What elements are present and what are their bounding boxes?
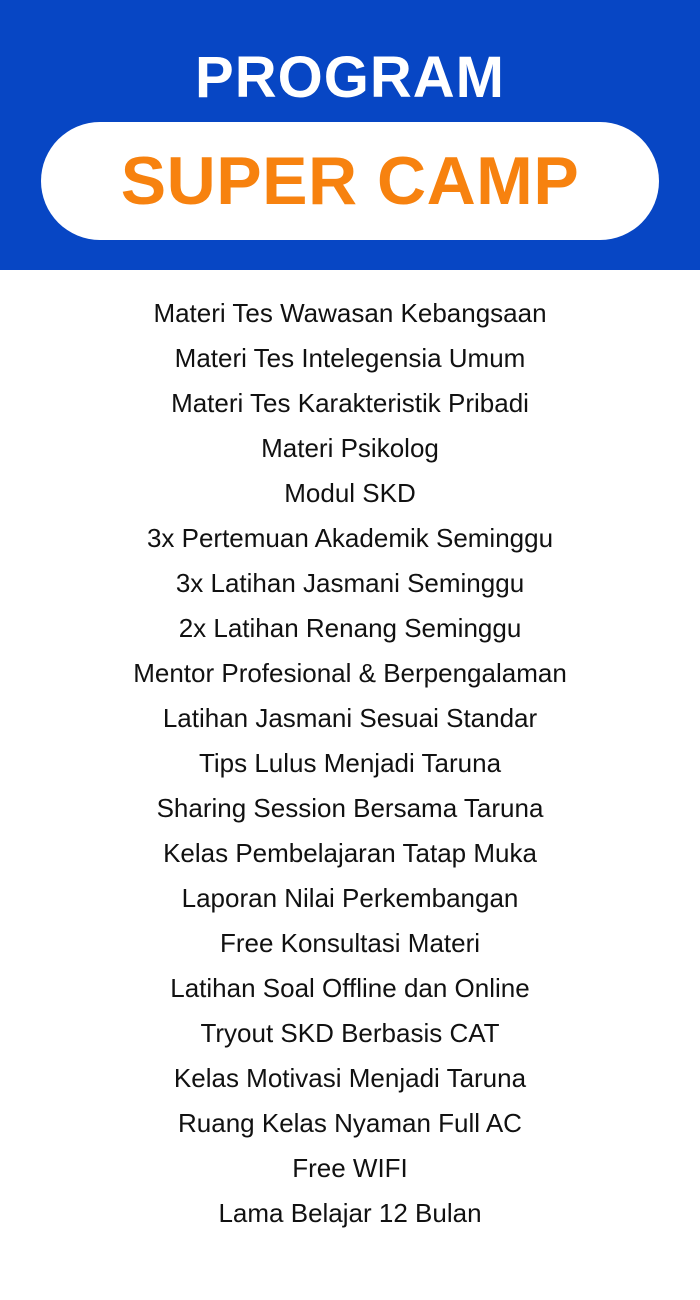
feature-item: Materi Tes Karakteristik Pribadi — [171, 388, 529, 418]
feature-item: Lama Belajar 12 Bulan — [218, 1198, 482, 1228]
feature-item: 3x Pertemuan Akademik Seminggu — [146, 523, 554, 553]
feature-list — [0, 291, 700, 1236]
feature-item: Modul SKD — [284, 478, 416, 508]
header-banner — [0, 0, 700, 270]
feature-item: Latihan Jasmani Sesuai Standar — [162, 703, 538, 733]
feature-item: Ruang Kelas Nyaman Full AC — [178, 1108, 522, 1138]
feature-item: Tips Lulus Menjadi Taruna — [198, 748, 502, 778]
feature-item: 3x Latihan Jasmani Seminggu — [175, 568, 525, 598]
feature-item: 2x Latihan Renang Seminggu — [178, 613, 522, 643]
feature-item: Materi Tes Intelegensia Umum — [174, 343, 526, 373]
feature-item: Sharing Session Bersama Taruna — [156, 793, 544, 823]
highlight-pill — [41, 122, 659, 240]
super-camp-title: SUPER CAMP — [120, 143, 580, 219]
feature-item: Materi Tes Wawasan Kebangsaan — [153, 298, 547, 328]
program-title: PROGRAM — [195, 45, 505, 110]
feature-item: Tryout SKD Berbasis CAT — [200, 1018, 500, 1048]
feature-item: Latihan Soal Offline dan Online — [170, 973, 530, 1003]
feature-item: Free WIFI — [292, 1153, 408, 1183]
feature-item: Free Konsultasi Materi — [219, 928, 481, 958]
feature-item: Laporan Nilai Perkembangan — [181, 883, 519, 913]
feature-item: Materi Psikolog — [261, 433, 439, 463]
feature-item: Kelas Pembelajaran Tatap Muka — [163, 838, 537, 868]
feature-item: Kelas Motivasi Menjadi Taruna — [173, 1063, 527, 1093]
feature-item: Mentor Profesional & Berpengalaman — [133, 658, 567, 688]
